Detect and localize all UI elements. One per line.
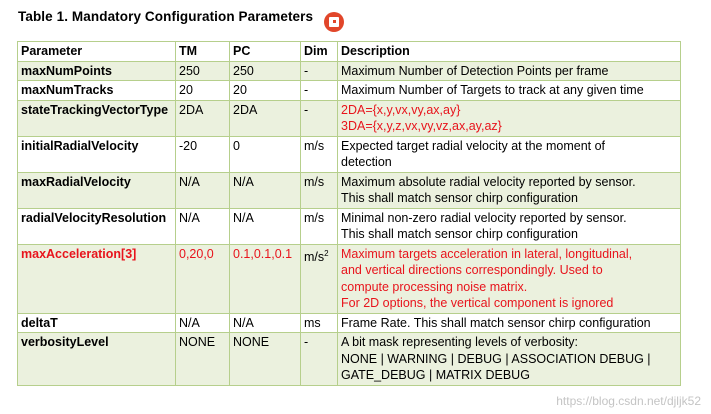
param-cell: maxAcceleration[3]: [18, 244, 176, 313]
table-row: [18, 81, 681, 101]
table-row: [18, 313, 681, 333]
description-line: Expected target radial velocity at the moment of: [341, 138, 606, 153]
table-row: [18, 333, 681, 386]
description-cell: [338, 333, 681, 386]
param-cell: stateTrackingVectorType: [18, 100, 176, 136]
description-line: 3DA={x,y,z,vx,vy,vz,ax,ay,az}: [341, 119, 502, 133]
param-cell: deltaT: [18, 313, 176, 333]
dim-cell: -: [301, 61, 338, 81]
header-dim: Dim: [301, 42, 338, 62]
description-cell: [338, 61, 681, 81]
tm-cell: 20: [176, 81, 230, 101]
dim-cell: -: [301, 100, 338, 136]
description-line: This shall match sensor chirp configuration: [341, 191, 578, 205]
description-line: NONE | WARNING | DEBUG | ASSOCIATION DEBUG |: [341, 351, 651, 366]
description-line: Maximum targets acceleration in lateral, longitudinal,: [341, 246, 633, 261]
table-row: [18, 100, 681, 136]
header-tm: TM: [176, 42, 230, 62]
table-row: [18, 208, 681, 244]
tm-cell: NONE: [176, 333, 230, 386]
header-row: [18, 42, 681, 62]
dim-cell: m/s: [301, 136, 338, 172]
dim-cell: m/s: [301, 172, 338, 208]
pc-cell: N/A: [230, 313, 301, 333]
description-line: For 2D options, the vertical component is ignored: [341, 296, 614, 310]
description-cell: [338, 208, 681, 244]
description-line: Minimal non-zero radial velocity reported by sensor.: [341, 210, 627, 225]
description-line: 2DA={x,y,vx,vy,ax,ay}: [341, 102, 461, 117]
dim-cell: m/s: [301, 208, 338, 244]
description-line: compute processing noise matrix.: [341, 279, 528, 294]
description-line: Maximum Number of Targets to track at any given time: [341, 83, 644, 97]
tm-cell: 0,20,0: [176, 244, 230, 313]
dim-cell: -: [301, 333, 338, 386]
table-row: [18, 61, 681, 81]
dim-cell: ms: [301, 313, 338, 333]
pc-cell: 2DA: [230, 100, 301, 136]
table-row: [18, 136, 681, 172]
config-table: [17, 41, 681, 386]
watermark-text: https://blog.csdn.net/djljk52: [556, 394, 701, 408]
param-cell: verbosityLevel: [18, 333, 176, 386]
header-pc: PC: [230, 42, 301, 62]
pc-cell: 0: [230, 136, 301, 172]
tm-cell: N/A: [176, 172, 230, 208]
param-cell: maxNumTracks: [18, 81, 176, 101]
tm-cell: 250: [176, 61, 230, 81]
pc-cell: 20: [230, 81, 301, 101]
header-description: Description: [338, 42, 681, 62]
dim-exponent: 2: [324, 248, 329, 258]
tm-cell: N/A: [176, 208, 230, 244]
param-cell: initialRadialVelocity: [18, 136, 176, 172]
description-cell: [338, 172, 681, 208]
description-line: Maximum Number of Detection Points per frame: [341, 63, 609, 78]
pc-cell: N/A: [230, 172, 301, 208]
csdn-logo-icon: [324, 12, 344, 32]
description-cell: [338, 136, 681, 172]
param-cell: maxNumPoints: [18, 61, 176, 81]
pc-cell: 250: [230, 61, 301, 81]
description-cell: [338, 244, 681, 313]
table-row: [18, 172, 681, 208]
param-cell: maxRadialVelocity: [18, 172, 176, 208]
description-line: A bit mask representing levels of verbosity:: [341, 335, 578, 349]
description-line: This shall match sensor chirp configuration: [341, 227, 578, 241]
pc-cell: 0.1,0.1,0.1: [230, 244, 301, 313]
dim-unit: m/s: [304, 249, 325, 264]
dim-cell: [301, 244, 338, 313]
dim-cell: -: [301, 81, 338, 101]
header-parameter: Parameter: [18, 42, 176, 62]
pc-cell: N/A: [230, 208, 301, 244]
tm-cell: 2DA: [176, 100, 230, 136]
tm-cell: N/A: [176, 313, 230, 333]
description-line: detection: [341, 155, 392, 169]
description-line: Frame Rate. This shall match sensor chirp configuration: [341, 315, 651, 330]
description-line: and vertical directions correspondingly. Used to: [341, 263, 603, 277]
param-cell: radialVelocityResolution: [18, 208, 176, 244]
pc-cell: NONE: [230, 333, 301, 386]
description-line: GATE_DEBUG | MATRIX DEBUG: [341, 368, 530, 382]
tm-cell: -20: [176, 136, 230, 172]
table-caption: Table 1. Mandatory Configuration Parameters: [18, 9, 314, 24]
description-cell: [338, 81, 681, 101]
description-cell: [338, 100, 681, 136]
description-line: Maximum absolute radial velocity reported by sensor.: [341, 174, 636, 189]
description-cell: [338, 313, 681, 333]
table-row: [18, 244, 681, 313]
